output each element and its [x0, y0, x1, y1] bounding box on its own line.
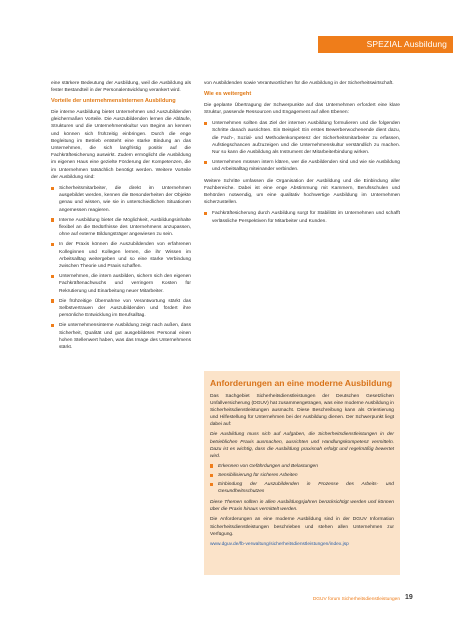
list-item [51, 298, 191, 320]
list-item [204, 159, 400, 173]
list-item [51, 185, 191, 214]
info-box-paragraph: Das Sachgebiet Sicherheitsdienstleistungen der Deutschen Gesetzlichen Unfallversicherung (DGUV) hat zusammengetragen, was eine moderne Ausbildung in Sicherheitsdienstleistungen ausmacht. Diese Beschreibung kann als Orientierung und Hilfestellung für Unternehmen bei der Ausbildung dienen. Der Schwerpunkt liegt dabei auf: [210, 394, 394, 428]
bullet-icon [204, 122, 207, 125]
list-item-text: In der Praxis können die Auszubildenden von erfahrenen Kolleginnen und Kollegen lernen, die ihr Wissen im Arbeitsalltag weitergeben und so eine starke Verbindung zwischen Theorie und Praxis schaffen. [59, 242, 191, 269]
bullet-icon [51, 299, 54, 302]
list-item [204, 120, 400, 156]
list-item-text: Unternehmen sollten das Ziel der internen Ausbildung formulieren und die folgenden Schritte danach ausrichten. Ein Beispiel: Ein erstes Bewerberwochenende dient dazu, die Fach-, Sozial- und Methodenkompetenz der Sicherheitsmitarbeiter zu erfassen, Aufstiegschancen aufzuzeigen und die Unternehmenskultur verständlich zu machen. Nur so kann die Ausbildung als Instrument der Mitarbeiterbindung wirken. [212, 121, 400, 155]
info-box-bullet-list [210, 463, 394, 495]
list-item-text: Sicherheitsmitarbeiter, die direkt im Unternehmen ausgebildet werden, kennen die Besonderheiten der Objekte genau und wissen, wie sie in unterschiedlichen Situationen angemessen reagieren. [59, 185, 191, 213]
info-box-paragraph-3: Diese Themen sollten in allen Ausbildungsjahren berücksichtigt werden und können über die Praxis hinaus vermittelt werden. [210, 500, 394, 513]
magazine-title: DGUV forum Sicherheitsdienstleistungen [312, 597, 400, 602]
right-bullet-list-2 [204, 210, 400, 224]
list-item-text: Einbindung der Auszubildenden in Prozesse des Arbeits- und Gesundheitsschutzes [218, 482, 394, 495]
bullet-icon [51, 275, 54, 278]
list-item [210, 481, 394, 495]
list-item [51, 273, 191, 295]
bullet-icon [204, 212, 207, 215]
list-item [204, 210, 400, 224]
list-item [210, 472, 394, 479]
bullet-icon [210, 464, 213, 467]
info-box-link[interactable]: www.dguv.de/fb-verwaltung/sicherheitsdienstleistungen/index.jsp [210, 541, 349, 547]
bullet-icon [210, 474, 213, 477]
list-item-text: Interne Ausbildung bietet die Möglichkeit, Ausbildungsinhalte flexibel an die Bedürfnisse des Unternehmens anzupassen, ohne auf externe Bildungsträger angewiesen zu sein. [59, 217, 191, 238]
info-box [204, 371, 400, 575]
list-item-text: Unternehmen, die intern ausbilden, sichern sich den eigenen Fachkräftenachwuchs und verringern Kosten für Rekrutierung und Einarbeitung neuer Mitarbeiter. [59, 274, 191, 294]
list-item [51, 217, 191, 239]
left-column [51, 80, 191, 355]
left-intro: eine stärkere Bedeutung der Ausbildung, weil die Ausbildung als fester Bestandteil in der Personalentwicklung verankert wird. [51, 81, 191, 94]
page-number: 19 [405, 594, 413, 601]
list-item-text: Sensibilisierung für sicheres Arbeiten [218, 472, 298, 478]
bullet-icon [51, 218, 54, 221]
right-paragraph: Die geplante Übertragung der Schwerpunkte auf das Unternehmen erfordert eine klare Struktur, passende Ressourcen und Engagement auf allen Ebenen: [204, 102, 400, 115]
right-bullet-list [204, 120, 400, 173]
list-item [51, 322, 191, 351]
right-heading: Wie es weitergeht [204, 91, 252, 98]
info-box-paragraph-italic: Die Ausbildung muss sich auf Aufgaben, die Sicherheitsdienstleistungen in der betrieblichen Praxis ausmachen, ausrichten und Handlungskompetenz vermitteln. Dazu ist es wichtig, dass die Ausbildung praxisnah erfolgt und regelmäßig bewertet wird. [210, 432, 394, 459]
left-paragraph: Die interne Ausbildung bietet Unternehmen und Auszubildenden gleichermaßen Vorteile. Die Auszubildenden lernen die Abläufe, Strukturen und die Unternehmenskultur von Beginn an kennen und können sich frühzeitig einbringen. Durch die enge Begleitung im Betrieb entsteht eine starke Bindung an das Unternehmen, die sich langfristig positiv auf die Fachkräftesicherung auswirkt. Zudem ermöglicht die Ausbildung im eigenen Haus eine gezielte Förderung der Kompetenzen, die im Unternehmen tatsächlich benötigt werden. Weitere Vorteile der Ausbildung sind: [51, 109, 191, 180]
bullet-icon [51, 187, 54, 190]
bullet-icon [51, 324, 54, 327]
right-intro: von Ausbildenden sowie Verantwortlichen für die Ausbildung in der Sicherheitswirtschaft. [204, 81, 394, 86]
right-paragraph-2: Weitere Schritte umfassen die Organisation der Ausbildung und die Einbindung aller Fachbereiche. Dabei ist eine enge Abstimmung mit Kammern, Berufsschulen und Behörden notwendig, um eine qualitativ hochwertige Ausbildung im Unternehmen sicherzustellen. [204, 178, 400, 206]
bullet-icon [204, 161, 207, 164]
list-item-text: Unternehmen müssen intern klären, wer die Ausbildenden sind und wie sie Ausbildung und Arbeitsalltag miteinander verbinden. [212, 160, 400, 173]
list-item [51, 241, 191, 270]
list-item-text: Die frühzeitige Übernahme von Verantwortung stärkt das Selbstvertrauen der Auszubildenden und fördert ihre persönliche Entwicklung im Berufsalltag. [59, 298, 191, 319]
info-box-title: Anforderungen an eine moderne Ausbildung [210, 378, 393, 388]
left-bullet-list [51, 185, 191, 351]
info-box-paragraph-4: Die Anforderungen an eine moderne Ausbildung sind in der DGUV Information Sicherheitsdienstleistungen beschrieben und stehen allen Unternehmen zur Verfügung. [210, 517, 394, 537]
list-item [210, 463, 394, 470]
section-banner: SPEZIAL Ausbildung [318, 36, 453, 53]
right-column [204, 80, 400, 229]
left-heading: Vorteile der unternehmensinternen Ausbildung [51, 98, 176, 105]
bullet-icon [51, 243, 54, 246]
bullet-icon [210, 483, 213, 486]
list-item-text: Die unternehmensinterne Ausbildung zeigt nach außen, dass Sicherheit, Qualität und gut ausgebildetes Personal einen hohen Stellenwert haben, was das Image des Unternehmens stärkt. [59, 323, 191, 350]
list-item-text: Erkennen von Gefährdungen und Belastungen [218, 463, 318, 469]
footer-magazine [310, 597, 400, 602]
list-item-text: Fachkräftesicherung durch Ausbildung sorgt für Stabilität im Unternehmen und schafft verlässliche Perspektiven für Mitarbeiter und Kunden. [212, 211, 400, 224]
